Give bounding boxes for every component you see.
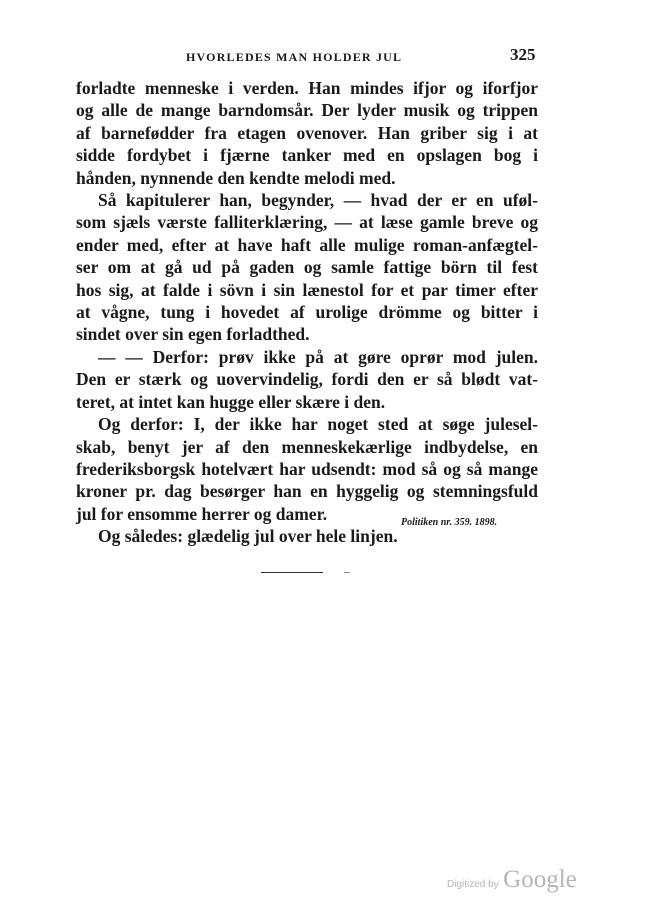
text-line: Og således: glædelig jul over hele linjen.: [98, 526, 398, 547]
watermark-prefix: Digitized by: [447, 879, 499, 890]
end-rule-mark: [344, 572, 350, 573]
text-line: ender med, efter at have haft alle mulige roman-anfægtel-: [76, 234, 538, 255]
text-line: forladte menneske i verden. Han mindes ifjor og iforfjor: [76, 78, 538, 98]
text-line: — — Derfor: prøv ikke på at gøre oprør mod julen.: [98, 346, 538, 367]
text-line: teret, at intet kan hugge eller skære i den.: [76, 391, 386, 412]
text-line: Så kapitulerer han, begynder, — hvad der er en uføl-: [98, 190, 538, 211]
page-number: 325: [510, 45, 536, 64]
source-citation: Politiken nr. 359. 1898.: [401, 517, 498, 528]
google-logo: Google: [503, 866, 577, 893]
body-text: [76, 77, 538, 548]
text-line: kroner pr. dag besørger han en hyggelig og stemningsfuld: [76, 481, 538, 502]
text-line: Den er stærk og uovervindelig, fordi den er så blødt vat-: [76, 369, 538, 390]
text-line: som sjæls værste falliterklæring, — at læse gamle breve og: [76, 212, 538, 233]
digitized-watermark: [447, 866, 577, 894]
text-line: hos sig, at falde i sövn i sin lænestol for et par timer efter: [76, 279, 538, 300]
text-line: jul for ensomme herrer og damer.: [76, 503, 328, 524]
text-line: og alle de mange barndomsår. Der lyder musik og trippen: [76, 100, 538, 121]
text-line: Og derfor: I, der ikke har noget sted at søge julesel-: [98, 414, 538, 435]
text-line: at vågne, tung i hovedet af urolige drömme og bitter i: [76, 302, 538, 323]
text-line: skab, benyt jer af den menneskekærlige indbydelse, en: [76, 436, 538, 457]
text-line: hånden, nynnende den kendte melodi med.: [76, 167, 396, 188]
text-line: ser om at gå ud på gaden og samle fattige börn til fest: [76, 257, 538, 278]
text-line: sidde fordybet i fjærne tanker med en opslagen bog i: [76, 145, 538, 166]
text-line: af barnefødder fra etagen ovenover. Han griber sig i at: [76, 122, 538, 143]
end-rule: [261, 572, 323, 573]
text-line: frederiksborgsk hotelvært har udsendt: mod så og så mange: [76, 458, 538, 479]
text-line: sindet over sin egen forladthed.: [76, 324, 310, 345]
running-head: HVORLEDES MAN HOLDER JUL: [186, 50, 403, 64]
